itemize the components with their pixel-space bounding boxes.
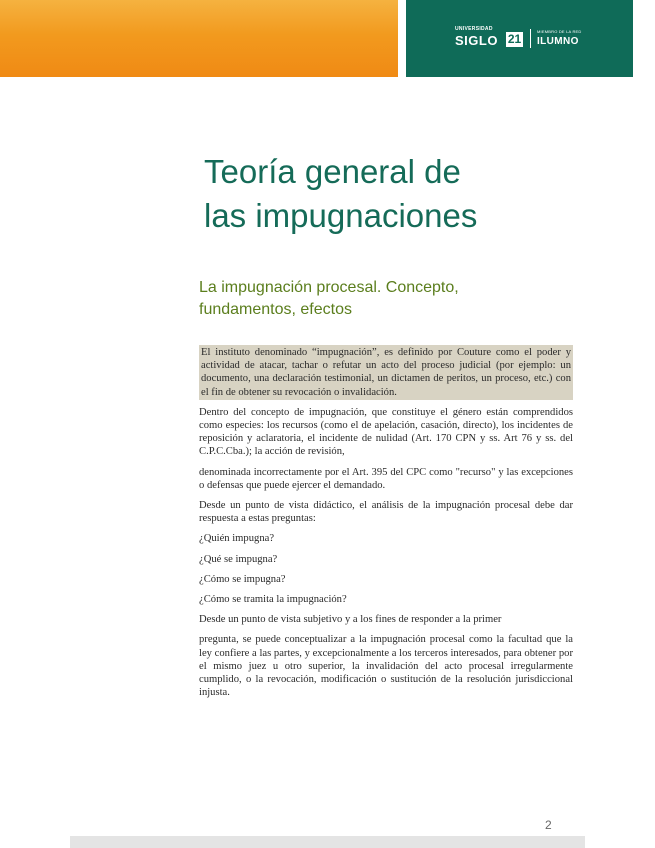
university-logo — [455, 26, 605, 52]
logo-divider — [530, 29, 531, 48]
highlighted-paragraph: El instituto denominado “impugnación”, es definido por Couture como el poder y actividad de atacar, tachar o refutar un acto del proceso judicial (por ejemplo: un documento, una declaración testimonial, un dictamen de peritos, un proceso, etc.) con el fin de obtener su revocación o invalidación. — [199, 345, 573, 400]
logo-network-text: ILUMNO — [537, 36, 579, 47]
paragraph: denominada incorrectamente por el Art. 395 del CPC como "recurso" y las excepciones o defensas que puede ejercer el demandado. — [199, 466, 573, 491]
paragraph: Dentro del concepto de impugnación, que constituye el género están comprendidos como especies: los recursos (como el de apelación, casación, directo), los incidentes de reposición y aclaratoria, el incidente de nulidad (Art. 170 CPN y ss. Art 76 y ss. del C.P.C.Cba.); la acción de revisión, — [199, 406, 573, 458]
paragraph: Desde un punto de vista didáctico, el análisis de la impugnación procesal debe dar respuesta a estas preguntas: — [199, 500, 573, 525]
header-orange-banner — [0, 0, 398, 77]
footer-bar — [70, 836, 585, 848]
question-item: ¿Quién impugna? — [199, 533, 275, 545]
body-text — [199, 345, 573, 706]
logo-university-text: UNIVERSIDAD — [455, 26, 493, 32]
page-title: Teoría general de las impugnaciones — [204, 153, 478, 234]
logo-member-text: MIEMBRO DE LA RED — [537, 29, 582, 34]
question-item: ¿Qué se impugna? — [199, 553, 278, 565]
paragraph: pregunta, se puede conceptualizar a la impugnación procesal como la facultad que la ley confiere a las partes, y excepcionalmente a los terceros interesados, para obtener por el mismo juez u otro superior, la invalidación del acto procesal irregularmente cumplido, o la revocación, modificación o sustitución de la resolución jurisdiccional injusta. — [199, 634, 573, 699]
paragraph: Desde un punto de vista subjetivo y a los fines de responder a la primer — [199, 614, 502, 626]
page-number: 2 — [545, 818, 552, 832]
question-item: ¿Cómo se impugna? — [199, 573, 286, 585]
logo-name-text: SIGLO — [455, 33, 498, 48]
logo-number-badge: 21 — [507, 32, 522, 46]
question-item: ¿Cómo se tramita la impugnación? — [199, 594, 347, 606]
section-subtitle: La impugnación procesal. Concepto, fundamentos, efectos — [199, 279, 459, 318]
